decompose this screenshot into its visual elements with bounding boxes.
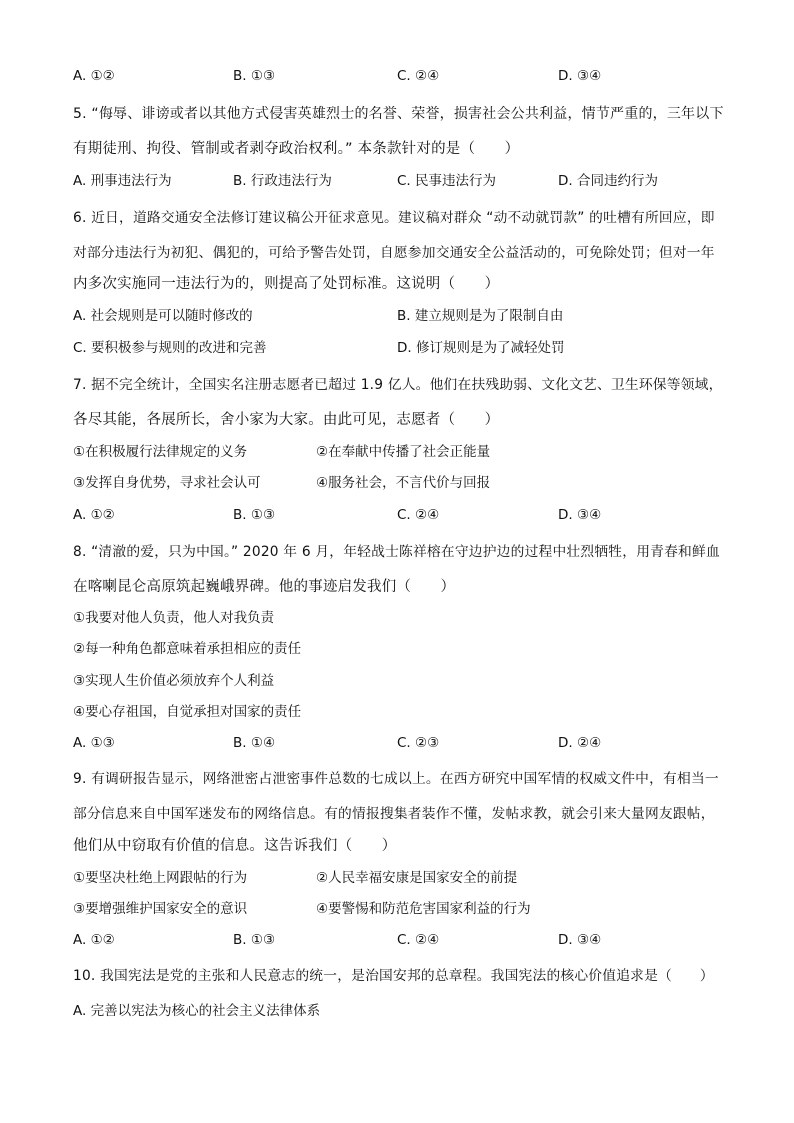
q10-stem-line: 10. 我国宪法是党的主张和人民意志的统一，是治国安邦的总章程。我国宪法的核心价值追求是（ ） [73,968,714,984]
q8-stem-line: 8. “清澈的爱，只为中国。” 2020 年 6 月，年轻战士陈祥榕在守边护边的过程中壮烈牺牲，用青春和鲜血 [73,544,720,560]
q7-statement-1: ①在积极履行法律规定的义务 [73,444,248,460]
q4-option-b: B. ①③ [233,68,276,84]
q5-option-a: A. 刑事违法行为 [73,173,172,189]
q7-option-a: A. ①② [73,507,115,523]
q7-statement-4: ④服务社会，不言代价与回报 [316,475,491,491]
q9-stem-line: 部分信息来自中国军迷发布的网络信息。有的情报搜集者装作不懂，发帖求教，就会引来大量网友跟帖， [73,806,715,822]
q6-option-c: C. 要积极参与规则的改进和完善 [73,340,267,356]
q4-option-a: A. ①② [73,68,115,84]
q8-option-a: A. ①③ [73,735,115,751]
q9-statement-1: ①要坚决杜绝上网跟帖的行为 [73,870,248,886]
q7-option-d: D. ③④ [558,507,602,523]
q8-statement-3: ③实现人生价值必须放弃个人利益 [73,673,275,689]
q6-option-a: A. 社会规则是可以随时修改的 [73,308,253,324]
q7-stem-line: 各尽其能，各展所长，舍小家为大家。由此可见，志愿者（ ） [73,412,500,428]
q8-option-c: C. ②③ [397,735,440,751]
q9-option-c: C. ②④ [397,932,440,948]
q7-stem-line: 7. 据不完全统计，全国实名注册志愿者已超过 1.9 亿人。他们在扶残助弱、文化文艺、卫生环保等领域， [73,377,723,393]
q4-option-d: D. ③④ [558,68,602,84]
q6-stem-line: 对部分违法行为初犯、偶犯的，可给予警告处罚，自愿参加交通安全公益活动的，可免除处罚；但对一年 [73,245,715,261]
q5-option-c: C. 民事违法行为 [397,173,497,189]
q10-option-a: A. 完善以宪法为核心的社会主义法律体系 [73,1003,321,1019]
q9-statement-3: ③要增强维护国家安全的意识 [73,901,248,917]
q9-option-d: D. ③④ [558,932,602,948]
q9-stem-line: 他们从中窃取有价值的信息。这告诉我们（ ） [73,838,397,854]
q5-stem-line: 有期徒刑、拘役、管制或者剥夺政治权利。” 本条款针对的是（ ） [73,141,520,157]
q5-option-b: B. 行政违法行为 [233,173,332,189]
q7-option-c: C. ②④ [397,507,440,523]
q9-option-b: B. ①③ [233,932,276,948]
q9-statement-4: ④要警惕和防范危害国家利益的行为 [316,901,531,917]
q4-option-c: C. ②④ [397,68,440,84]
q8-option-b: B. ①④ [233,735,276,751]
q8-statement-4: ④要心存祖国，自觉承担对国家的责任 [73,704,302,720]
q8-stem-line: 在喀喇昆仑高原筑起巍峨界碑。他的事迹启发我们（ ） [73,579,456,595]
q8-statement-1: ①我要对他人负责，他人对我负责 [73,610,275,626]
q8-statement-2: ②每一种角色都意味着承担相应的责任 [73,641,302,657]
q6-option-b: B. 建立规则是为了限制自由 [397,308,564,324]
q8-option-d: D. ②④ [558,735,602,751]
q9-option-a: A. ①② [73,932,115,948]
q6-stem-line: 内多次实施同一违法行为的，则提高了处罚标准。这说明（ ） [73,276,500,292]
q9-statement-2: ②人民幸福安康是国家安全的前提 [316,870,518,886]
q6-stem-line: 6. 近日，道路交通安全法修订建议稿公开征求意见。建议稿对群众 “动不动就罚款” 的吐槽有所回应，即 [73,210,715,226]
q7-option-b: B. ①③ [233,507,276,523]
q5-stem-line: 5. “侮辱、诽谤或者以其他方式侵害英雄烈士的名誉、荣誉，损害社会公共利益，情节严重的，三年以下 [73,106,724,122]
q7-statement-2: ②在奉献中传播了社会正能量 [316,444,491,460]
q7-statement-3: ③发挥自身优势，寻求社会认可 [73,475,261,491]
q6-option-d: D. 修订规则是为了减轻处罚 [397,340,565,356]
q9-stem-line: 9. 有调研报告显示，网络泄密占泄密事件总数的七成以上。在西方研究中国军情的权威文件中，有相当一 [73,771,719,787]
q5-option-d: D. 合同违约行为 [558,173,658,189]
